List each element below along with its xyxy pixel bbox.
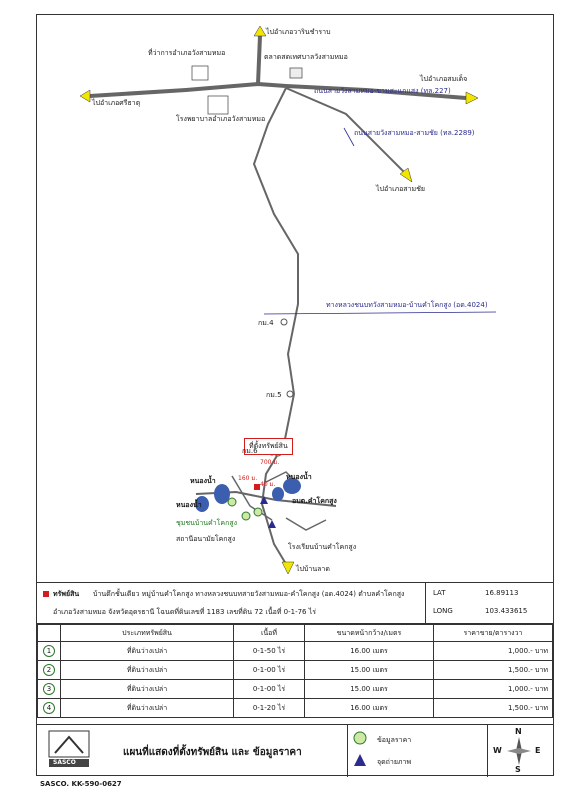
label-km6: กม.6 (242, 447, 258, 455)
info-label: ทรัพย์สิน (53, 590, 80, 598)
label-tambon-office: อบต.คำโคกสูง (292, 497, 337, 505)
row-price: 1,500.- บาท (434, 661, 553, 680)
col-price: ราคาขาย/ตารางวา (434, 625, 553, 642)
row-price: 1,000.- บาท (434, 642, 553, 661)
pond-icon (272, 487, 284, 501)
label-hospital: โรงพยาบาลอำเภอวังสามหมอ (176, 115, 266, 123)
row-number-badge: 1 (43, 645, 55, 657)
row-area: 0-1-00 ไร่ (234, 680, 305, 699)
legend-title: แผนที่แสดงที่ตั้งทรัพย์สิน และ ข้อมูลราคา (123, 747, 302, 758)
row-width: 15.00 เมตร (305, 661, 434, 680)
row-price: 1,000.- บาท (434, 680, 553, 699)
label-district-office: ที่ว่าการอำเภอวังสามหมอ (148, 49, 226, 57)
label-to-ban-lat: ไปบ้านลาด (296, 565, 330, 573)
legend-photo-point: จุดถ่ายภาพ (377, 758, 412, 766)
km5-marker-icon (287, 391, 293, 397)
row-number (38, 680, 61, 699)
row-type: ที่ดินว่างเปล่า (61, 642, 234, 661)
legend-price-point: ข้อมูลราคา (377, 736, 412, 744)
arrow-east (466, 92, 478, 104)
lat-value: 16.89113 (485, 589, 519, 597)
label-to-sri-that: ไปอำเภอศรีธาตุ (92, 99, 141, 107)
compass-icon: N S E W (493, 727, 541, 774)
label-dist-700: 700 ม. (260, 459, 280, 466)
property-info (37, 582, 553, 624)
market-icon (290, 68, 302, 78)
photo-point-icon (268, 520, 276, 528)
label-km4: กม.4 (258, 319, 274, 327)
footer-code: SASCO. KK-590-0627 (40, 780, 122, 788)
row-number (38, 642, 61, 661)
info-line-2: อำเภอวังสามหมอ จังหวัดอุดรธานี โฉนดที่ดินเลขที่ 1183 เลขที่ดิน 72 เนื้อที่ 0-1-76 ไร่ (53, 608, 317, 616)
label-community: ชุมชนบ้านคำโคกสูง (176, 519, 238, 527)
col-number (38, 625, 61, 642)
row-area: 0-1-50 ไร่ (234, 642, 305, 661)
col-width: ขนาดหน้ากว้าง/เมตร (305, 625, 434, 642)
km4-marker-icon (281, 319, 287, 325)
label-km5: กม.5 (266, 391, 282, 399)
price-point-icon (353, 731, 367, 745)
compass-rose (507, 737, 531, 765)
row-type: ที่ดินว่างเปล่า (61, 699, 234, 718)
label-to-samsung: ไปอำเภอสมเด็จ (420, 75, 468, 83)
label-school: โรงเรียนบ้านคำโคกสูง (288, 543, 357, 551)
table-row (38, 680, 553, 699)
arrow-west (80, 90, 90, 102)
label-dist-40: 40 ม. (260, 481, 276, 488)
label-road-2289: ถนนสายวังสามหมอ-สามชัย (ทล.2289) (354, 129, 475, 137)
row-type: ที่ดินว่างเปล่า (61, 661, 234, 680)
pond-icon (214, 484, 230, 504)
row-width: 16.00 เมตร (305, 699, 434, 718)
row-price: 1,500.- บาท (434, 699, 553, 718)
sasco-brand: SASCO (53, 759, 76, 766)
label-to-charoen-sin: ไปอำเภอวารินชำราบ (266, 28, 331, 36)
label-health-station: สถานีอนามัยโคกสูง (176, 535, 236, 543)
row-number (38, 661, 61, 680)
row-area: 0-1-00 ไร่ (234, 661, 305, 680)
long-label: LONG (433, 607, 453, 615)
table-row (38, 699, 553, 718)
legend-divider (347, 725, 348, 777)
legend-divider (487, 725, 488, 777)
village-road (286, 518, 326, 530)
table-row (38, 661, 553, 680)
row-number (38, 699, 61, 718)
legend-panel (37, 724, 553, 777)
arrow-north (254, 26, 266, 36)
row-number-badge: 3 (43, 683, 55, 695)
table-row (38, 642, 553, 661)
label-pond-1: หนองน้ำ (190, 477, 216, 485)
row-area: 0-1-20 ไร่ (234, 699, 305, 718)
price-point-1-icon (254, 508, 262, 516)
road-to-charoen-sin (258, 36, 260, 84)
price-table (37, 624, 553, 718)
property-square-icon (43, 591, 49, 597)
property-location-box: ที่ตั้งทรัพย์สิน (244, 438, 293, 455)
label-pond-2: หนองน้ำ (286, 473, 312, 481)
row-type: ที่ดินว่างเปล่า (61, 680, 234, 699)
long-value: 103.433615 (485, 607, 528, 615)
col-type: ประเภททรัพย์สิน (61, 625, 234, 642)
price-point-4-icon (228, 498, 236, 506)
label-road-227: ถนนสายวังสามหมอ-ขามสะแกแสง (ทล.227) (314, 87, 451, 95)
location-map (36, 14, 554, 582)
hospital-icon (208, 96, 228, 114)
price-point-3-icon (242, 512, 250, 520)
leader-line (264, 312, 496, 314)
photo-point-legend-icon (353, 753, 367, 767)
label-dist-160: 160 ม. (238, 475, 258, 482)
label-pond-3: หนองน้ำ (176, 501, 202, 509)
label-market: ตลาดสดเทศบาลวังสามหมอ (264, 53, 348, 61)
table-header-row (38, 625, 553, 642)
label-road-4024: ทางหลวงชนบทวังสามหมอ-บ้านคำโคกสูง (อด.4024) (326, 301, 488, 309)
row-width: 16.00 เมตร (305, 642, 434, 661)
district-office-icon (192, 66, 208, 80)
row-width: 15.00 เมตร (305, 680, 434, 699)
road-227-west (90, 84, 286, 96)
info-divider (425, 583, 426, 623)
arrow-south (282, 562, 294, 574)
leader-line (344, 128, 354, 146)
lat-label: LAT (433, 589, 446, 597)
row-number-badge: 2 (43, 664, 55, 676)
info-line-1: บ้านตึกชั้นเดียว หมู่บ้านคำโคกสูง ทางหลวงชนบทสายวังสามหมอ-คำโคกสูง (อด.4024) ตำบลคำโคกสูง (93, 590, 405, 598)
row-number-badge: 4 (43, 702, 55, 714)
label-to-samchai: ไปอำเภอสามชัย (376, 185, 425, 193)
col-area: เนื้อที่ (234, 625, 305, 642)
